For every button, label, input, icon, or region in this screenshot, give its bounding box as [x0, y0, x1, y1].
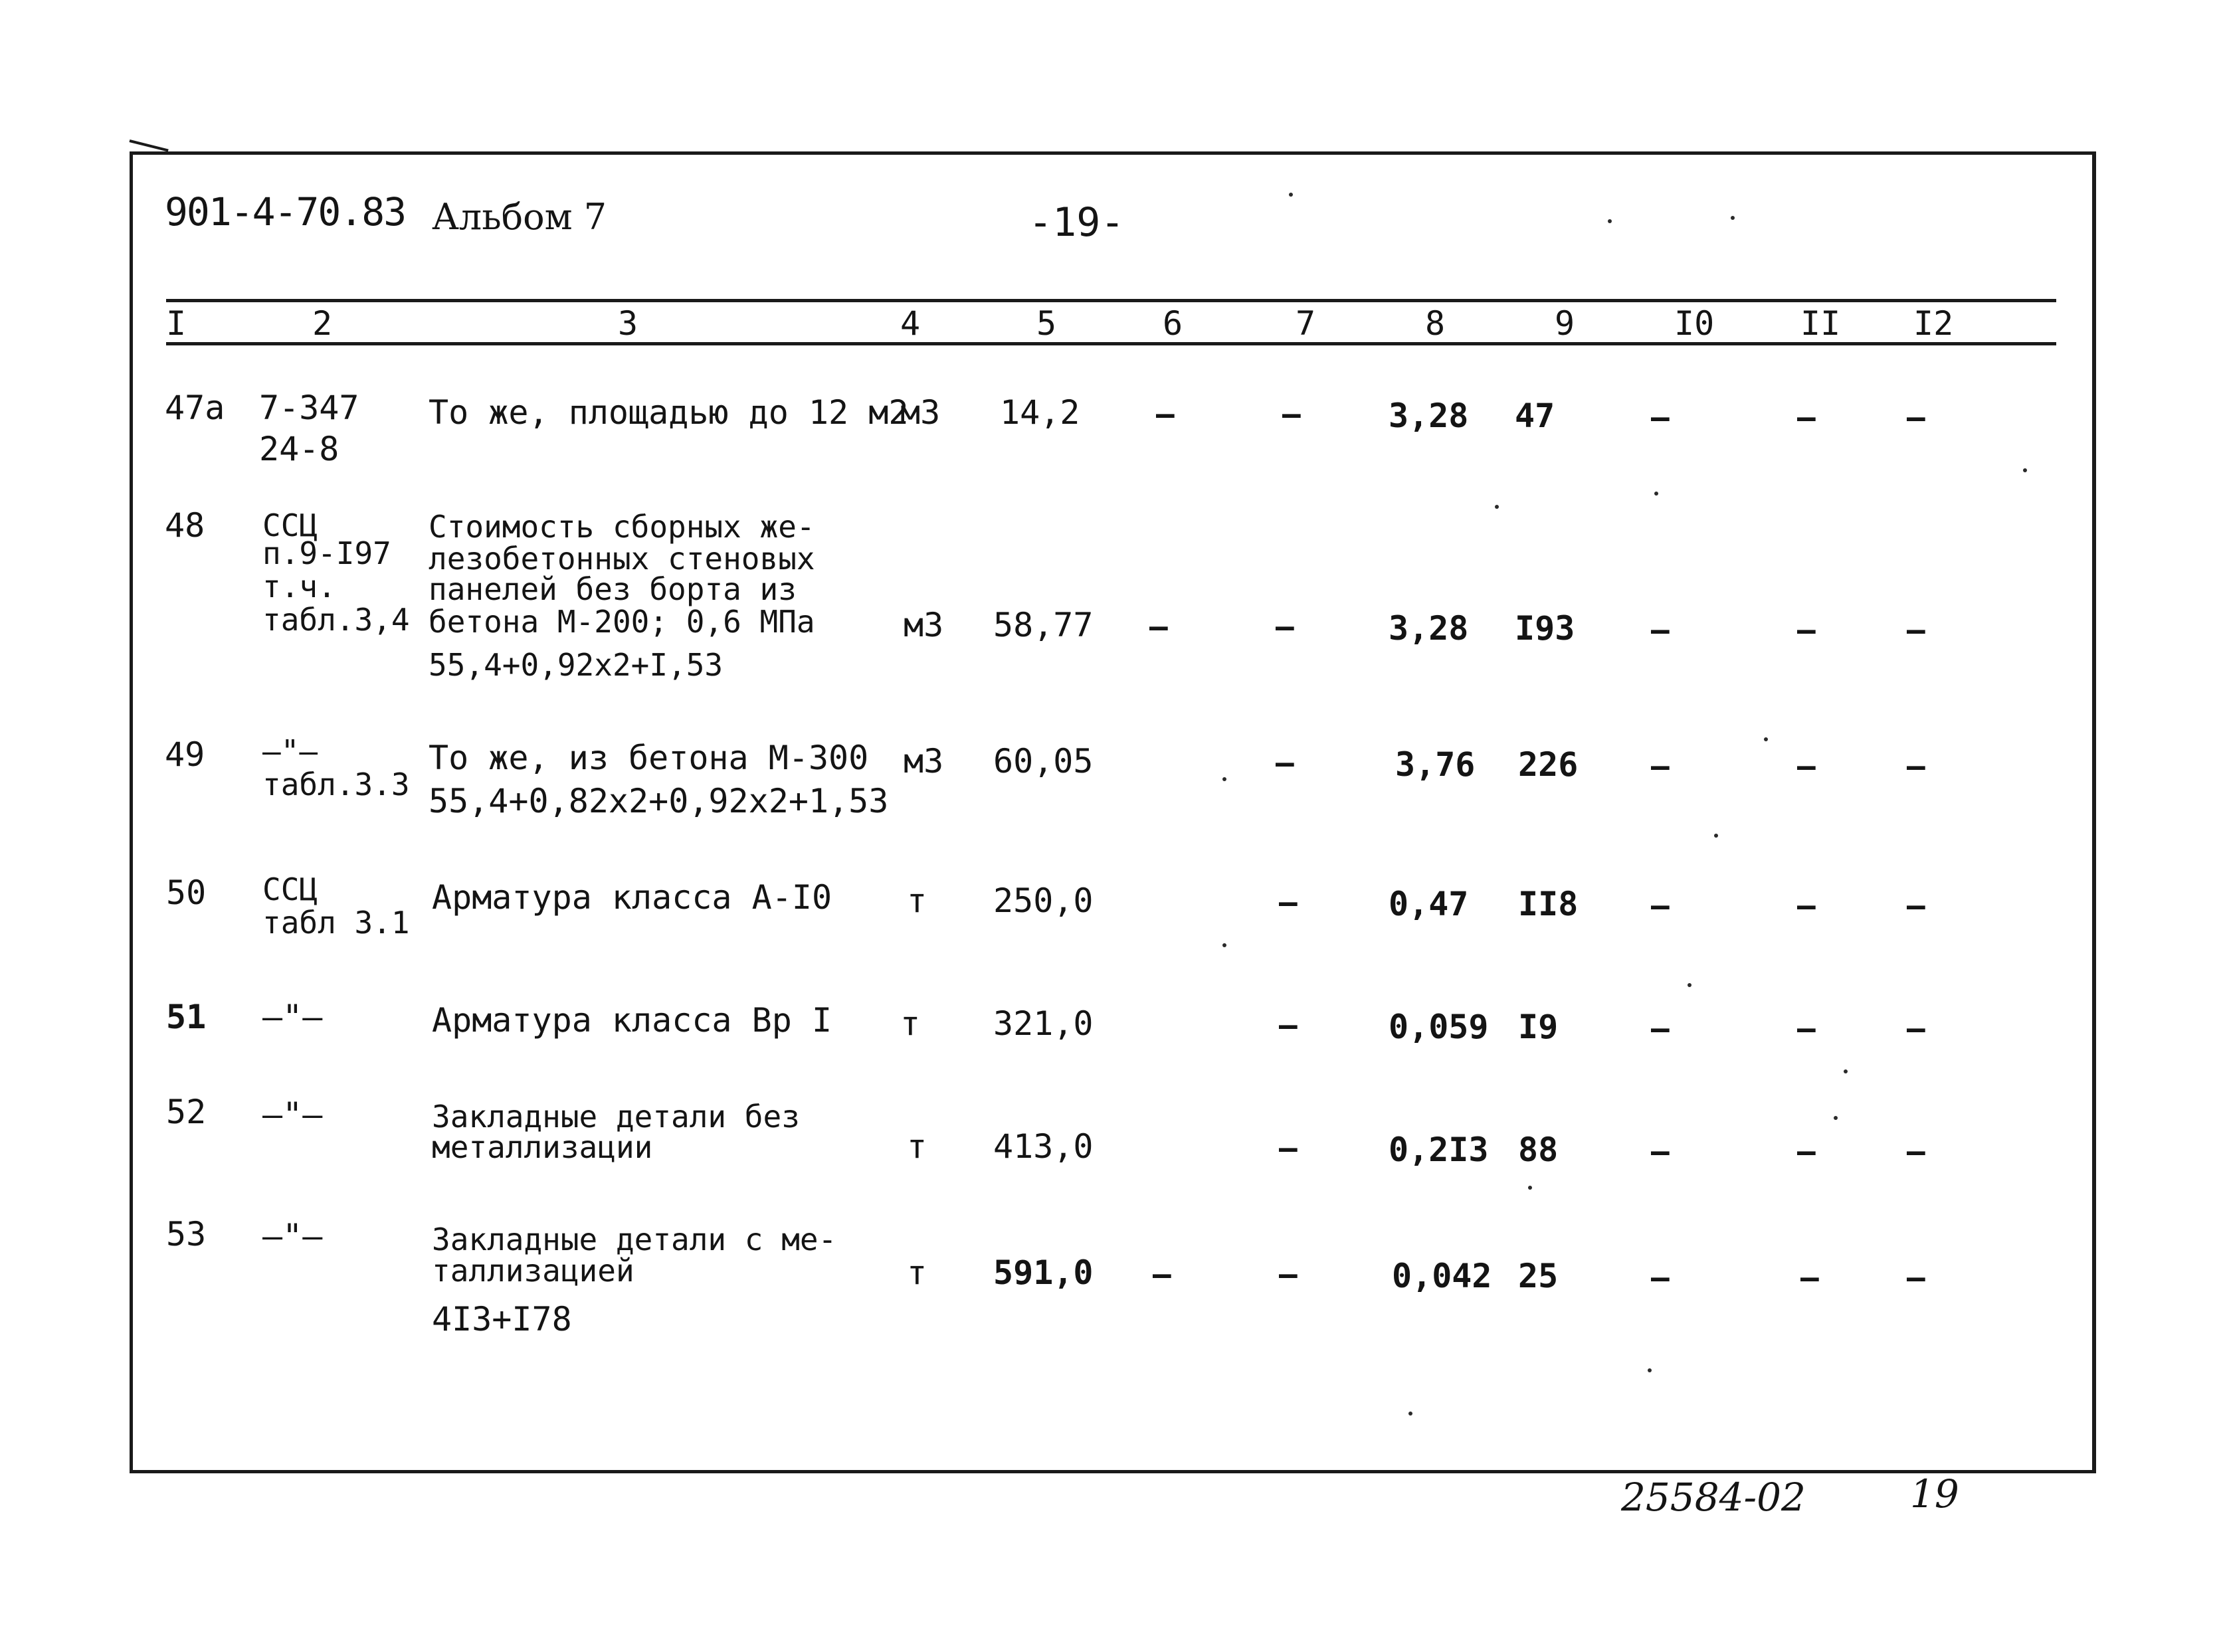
row-description-line: Закладные детали без [432, 1099, 800, 1135]
row-col10: – [1651, 887, 1670, 923]
row-col11: – [1797, 1133, 1816, 1169]
column-header-2: 2 [312, 304, 333, 343]
row-code-line: табл 3.1 [262, 905, 410, 941]
row-col12: – [1907, 612, 1925, 648]
row-unit: т [900, 1004, 921, 1043]
row-col11: – [1797, 612, 1816, 648]
header-rule-top [166, 299, 2056, 302]
album-label: Альбом 7 [432, 196, 607, 238]
row-col8: 0,2I3 [1389, 1131, 1489, 1169]
row-col7: – [1279, 1130, 1298, 1166]
scan-speck [1289, 193, 1293, 197]
row-number: 52 [166, 1093, 207, 1131]
row-col10: – [1651, 748, 1670, 784]
scan-speck [1495, 505, 1499, 509]
row-code-line: –"– [262, 733, 318, 769]
row-col12: – [1907, 1010, 1925, 1046]
row-quantity: 250,0 [993, 881, 1094, 920]
row-col11: – [1797, 399, 1816, 435]
column-header-11: II [1800, 304, 1841, 343]
row-col7: – [1279, 884, 1298, 920]
row-description-line: бетона М-200; 0,6 МПа [429, 604, 815, 640]
row-col9: I93 [1515, 609, 1575, 648]
row-col8: 0,47 [1389, 885, 1469, 923]
row-col7: – [1279, 1256, 1298, 1292]
row-number: 49 [165, 735, 205, 774]
row-col10: – [1651, 612, 1670, 648]
row-code-line: ССЦ [262, 507, 318, 543]
row-col12: – [1907, 887, 1925, 923]
scan-speck [1222, 777, 1226, 781]
column-header-12: I2 [1913, 304, 1954, 343]
document-number: 901-4-70.83 [165, 189, 406, 234]
row-col12: – [1907, 748, 1925, 784]
column-header-8: 8 [1425, 304, 1446, 343]
row-col9: II8 [1518, 885, 1579, 923]
row-col8: 3,28 [1389, 397, 1469, 435]
row-col8: 0,042 [1392, 1257, 1492, 1295]
row-description-line: Арматура класса Вр I [432, 1001, 832, 1040]
scan-speck [1714, 834, 1718, 838]
row-quantity: 58,77 [993, 606, 1094, 644]
footer-document-code: 25584-02 [1621, 1475, 1806, 1520]
scan-speck [1648, 1368, 1652, 1372]
row-description-line: 4I3+I78 [432, 1300, 572, 1338]
scan-speck [1608, 219, 1612, 223]
row-quantity: 591,0 [993, 1253, 1094, 1292]
row-description-line: Арматура класса А-I0 [432, 878, 832, 917]
row-unit: т [907, 1253, 927, 1292]
corner-mark [130, 139, 169, 151]
row-col9: 88 [1518, 1131, 1559, 1169]
column-header-1: I [166, 304, 187, 343]
scan-speck [1222, 943, 1226, 947]
row-col10: – [1651, 399, 1670, 435]
scan-speck [1731, 216, 1735, 220]
row-col9: 226 [1518, 745, 1579, 784]
row-number: 53 [166, 1215, 207, 1253]
scan-speck [1408, 1412, 1412, 1416]
row-code-line: 24-8 [259, 430, 339, 468]
row-code-line: табл.3.3 [262, 767, 410, 802]
row-col11: – [1797, 1010, 1816, 1046]
page-number: -19- [1028, 199, 1125, 246]
row-description-line: 55,4+0,82х2+0,92х2+1,53 [429, 782, 889, 820]
row-code-line: т.ч. [262, 569, 336, 604]
row-col8: 3,28 [1389, 609, 1469, 648]
row-col6: – [1149, 608, 1168, 644]
row-col10: – [1651, 1010, 1670, 1046]
row-unit: т [907, 881, 927, 920]
row-col9: 47 [1515, 397, 1555, 435]
column-header-3: 3 [618, 304, 638, 343]
row-col10: – [1651, 1259, 1670, 1295]
row-quantity: 413,0 [993, 1127, 1094, 1166]
row-code-line: –"– [262, 1095, 323, 1134]
row-description-line: Стоимость сборных же- [429, 509, 815, 545]
row-code-line: ССЦ [262, 872, 318, 907]
row-quantity: 60,05 [993, 742, 1094, 780]
row-quantity: 14,2 [1000, 393, 1080, 432]
row-unit: т [907, 1127, 927, 1166]
column-header-9: 9 [1555, 304, 1575, 343]
row-col12: – [1907, 1259, 1925, 1295]
row-col11: – [1797, 887, 1816, 923]
row-code-line: –"– [262, 998, 323, 1036]
row-col11: – [1800, 1259, 1819, 1295]
row-col9: 25 [1518, 1257, 1559, 1295]
column-header-4: 4 [900, 304, 921, 343]
row-quantity: 321,0 [993, 1004, 1094, 1043]
row-description-line: То же, из бетона М-300 [429, 739, 869, 777]
row-code-line: 7-347 [259, 389, 359, 427]
row-col8: 0,059 [1389, 1008, 1489, 1046]
row-col10: – [1651, 1133, 1670, 1169]
row-code-line: –"– [262, 1217, 323, 1255]
row-description-line: металлизации [432, 1129, 653, 1165]
row-description-line: лезобетонных стеновых [429, 541, 815, 577]
scan-speck [1844, 1069, 1848, 1073]
scan-speck [1528, 1186, 1532, 1190]
row-col7: – [1276, 608, 1294, 644]
row-col7: – [1279, 1007, 1298, 1043]
scan-speck [1654, 492, 1658, 496]
row-col6: – [1153, 1256, 1171, 1292]
row-description-line: панелей без борта из [429, 571, 797, 607]
row-col7: – [1276, 745, 1294, 780]
row-number: 50 [166, 873, 207, 912]
row-description-line: таллизацией [432, 1253, 634, 1289]
column-header-10: I0 [1674, 304, 1715, 343]
row-unit: м3 [900, 393, 941, 432]
row-col12: – [1907, 399, 1925, 435]
scan-speck [1688, 983, 1691, 987]
row-code-line: п.9-I97 [262, 535, 391, 571]
row-col9: I9 [1518, 1008, 1559, 1046]
row-unit: м3 [904, 606, 944, 644]
column-header-7: 7 [1296, 304, 1316, 343]
row-description-line: То же, площадью до 12 м2 [429, 393, 909, 432]
row-col6: – [1156, 396, 1175, 432]
header-rule-bottom [166, 342, 2056, 345]
row-col12: – [1907, 1133, 1925, 1169]
column-header-5: 5 [1036, 304, 1057, 343]
row-number: 51 [166, 998, 207, 1036]
row-number: 47а [165, 389, 225, 427]
row-col8: 3,76 [1395, 745, 1476, 784]
footer-page-number: 19 [1910, 1471, 1959, 1516]
row-unit: м3 [904, 742, 944, 780]
scan-speck [1834, 1116, 1838, 1120]
column-header-6: 6 [1163, 304, 1183, 343]
row-number: 48 [165, 506, 205, 545]
row-description-line: Закладные детали с ме- [432, 1222, 837, 1257]
scan-speck [1764, 737, 1768, 741]
row-description-line: 55,4+0,92х2+I,53 [429, 647, 724, 683]
row-code-line: табл.3,4 [262, 602, 410, 638]
scan-speck [2023, 468, 2027, 472]
row-col7: – [1282, 396, 1301, 432]
row-col11: – [1797, 748, 1816, 784]
